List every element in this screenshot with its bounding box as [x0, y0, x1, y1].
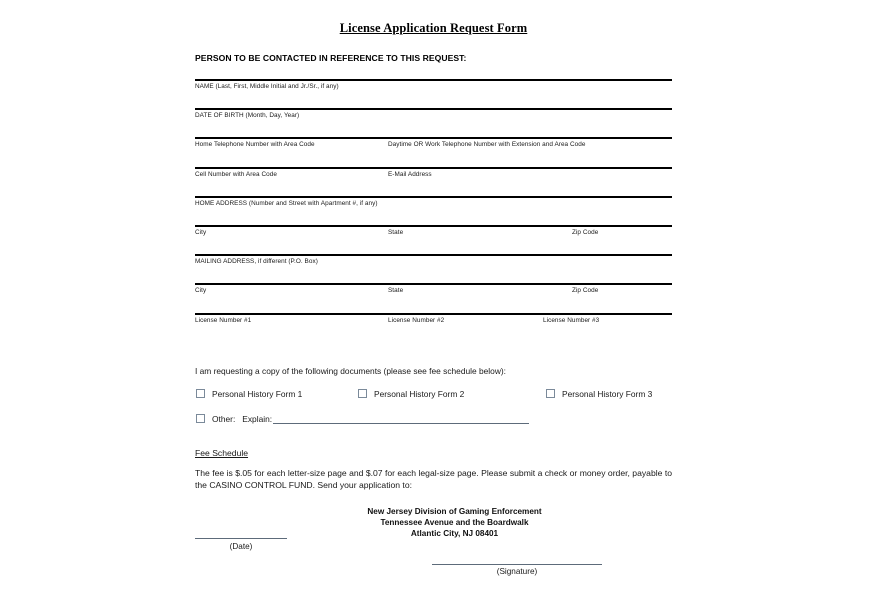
checkbox-icon[interactable] — [358, 389, 367, 398]
field-row — [195, 79, 672, 108]
document-content — [195, 0, 672, 602]
checkbox-icon[interactable] — [546, 389, 555, 398]
checkbox-label: Personal History Form 3 — [562, 388, 653, 399]
field-label-license-number-2: License Number #2 — [388, 316, 445, 324]
field-label-license-number-1: License Number #1 — [195, 316, 252, 324]
checkbox-personal-history-form-2[interactable] — [358, 389, 464, 399]
field-label-mailing-zip-code: Zip Code — [572, 287, 599, 295]
page-title: License Application Request Form — [339, 21, 528, 35]
field-label-home-city: City — [195, 228, 207, 236]
checkbox-icon[interactable] — [196, 389, 205, 398]
fee-schedule-body: The fee is $.05 for each letter-size page and $.07 for each legal-size page. Please submit a check or money order, payable to the CASINO CONTROL FUND. Send your application to: — [195, 467, 672, 491]
date-input[interactable] — [195, 538, 287, 539]
field-row — [195, 225, 672, 254]
fee-schedule-heading: Fee Schedule — [195, 447, 249, 458]
mailing-address-line-2: Tennessee Avenue and the Boardwalk — [380, 518, 529, 528]
checkbox-label: Personal History Form 2 — [374, 388, 465, 399]
checkbox-personal-history-form-3[interactable] — [546, 389, 652, 399]
field-row — [195, 196, 672, 225]
date-area — [195, 538, 335, 551]
explain-label: Explain: — [242, 413, 273, 424]
field-label-mailing-address: MAILING ADDRESS, if different (P.O. Box) — [195, 258, 318, 266]
explain-input[interactable] — [273, 414, 529, 424]
field-label-email-address: E-Mail Address — [388, 170, 432, 178]
signature-area — [195, 556, 672, 602]
field-label-cell-number: Cell Number with Area Code — [195, 170, 277, 178]
document-option-other-row — [195, 414, 672, 426]
field-row — [195, 254, 672, 283]
mailing-address-line-3: Atlantic City, NJ 08401 — [410, 529, 499, 539]
field-label-license-number-3: License Number #3 — [543, 316, 600, 324]
checkbox-label: Personal History Form 1 — [212, 388, 303, 399]
field-row — [195, 137, 672, 166]
field-label-home-zip-code: Zip Code — [572, 228, 599, 236]
field-label-name: NAME (Last, First, Middle Initial and Jr./Sr., if any) — [195, 83, 339, 90]
field-label-mailing-city: City — [195, 287, 207, 295]
document-options-row — [195, 389, 672, 401]
signature-input[interactable] — [432, 564, 602, 565]
field-label-home-telephone: Home Telephone Number with Area Code — [195, 141, 315, 149]
field-label-home-address: HOME ADDRESS (Number and Street with Apartment #, if any) — [195, 199, 378, 207]
checkbox-personal-history-form-1[interactable] — [196, 389, 302, 399]
field-label-home-state: State — [388, 228, 404, 236]
checkbox-icon[interactable] — [196, 414, 205, 423]
checkbox-label-other: Other: — [212, 413, 236, 424]
field-label-mailing-state: State — [388, 287, 404, 295]
date-caption: (Date) — [229, 542, 253, 551]
section-heading-contact: PERSON TO BE CONTACTED IN REFERENCE TO THIS REQUEST: — [195, 53, 467, 63]
request-intro-text: I am requesting a copy of the following documents (please see fee schedule below): — [195, 365, 506, 376]
field-row — [195, 108, 672, 137]
signature-caption: (Signature) — [496, 567, 538, 577]
contact-fields-table — [195, 79, 672, 342]
field-row — [195, 313, 672, 342]
field-row — [195, 283, 672, 312]
checkbox-other[interactable] — [196, 414, 529, 424]
field-row — [195, 167, 672, 196]
field-label-date-of-birth: DATE OF BIRTH (Month, Day, Year) — [195, 112, 300, 120]
field-label-daytime-telephone: Daytime OR Work Telephone Number with Extension and Area Code — [388, 141, 586, 149]
mailing-address-block — [195, 506, 672, 540]
mailing-address-line-1: New Jersey Division of Gaming Enforcement — [367, 506, 542, 516]
